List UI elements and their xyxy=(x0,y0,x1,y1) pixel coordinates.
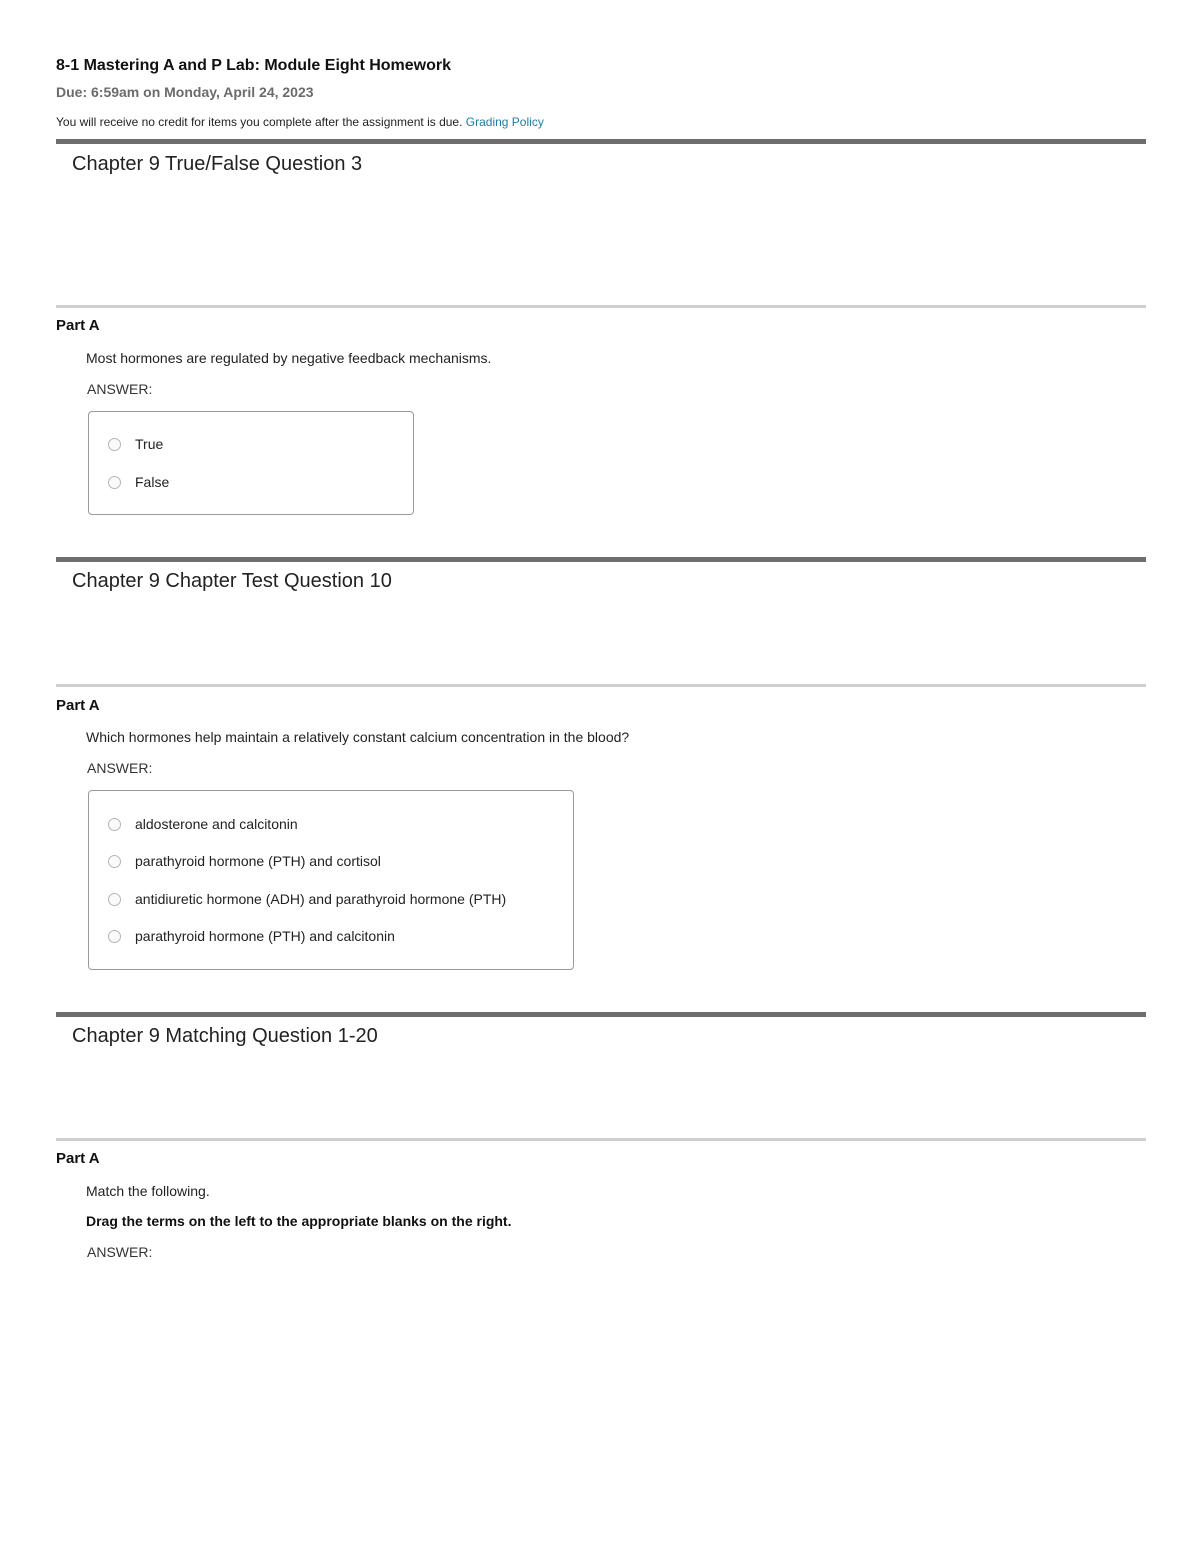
question-instruction: Drag the terms on the left to the appropriate blanks on the right. xyxy=(86,1213,512,1229)
question-prompt: Most hormones are regulated by negative feedback mechanisms. xyxy=(86,350,492,366)
answer-label: ANSWER: xyxy=(87,760,153,776)
part-label: Part A xyxy=(56,317,100,334)
option-pth-cortisol[interactable] xyxy=(108,851,381,871)
answer-label: ANSWER: xyxy=(87,1244,153,1260)
answer-choices-box xyxy=(88,790,574,970)
answer-choices-box xyxy=(88,411,414,515)
question-prompt: Match the following. xyxy=(86,1183,210,1199)
option-false[interactable] xyxy=(108,472,169,492)
radio-button[interactable] xyxy=(108,476,121,489)
due-date: Due: 6:59am on Monday, April 24, 2023 xyxy=(56,84,314,100)
question-title: Chapter 9 True/False Question 3 xyxy=(72,153,363,175)
radio-button[interactable] xyxy=(108,930,121,943)
radio-button[interactable] xyxy=(108,855,121,868)
option-true[interactable] xyxy=(108,434,163,454)
radio-button[interactable] xyxy=(108,818,121,831)
radio-button[interactable] xyxy=(108,893,121,906)
question-divider xyxy=(56,1012,1146,1017)
question-title: Chapter 9 Matching Question 1-20 xyxy=(72,1025,378,1047)
option-adh-pth[interactable] xyxy=(108,889,506,909)
radio-button[interactable] xyxy=(108,438,121,451)
option-label: True xyxy=(135,436,164,452)
question-title: Chapter 9 Chapter Test Question 10 xyxy=(72,570,392,592)
part-label: Part A xyxy=(56,1150,100,1167)
assignment-title: 8-1 Mastering A and P Lab: Module Eight Homework xyxy=(56,57,452,74)
grading-policy-link[interactable]: Grading Policy xyxy=(465,115,544,129)
late-notice xyxy=(56,115,544,129)
option-label: parathyroid hormone (PTH) and cortisol xyxy=(135,853,381,869)
option-label: antidiuretic hormone (ADH) and parathyroid hormone (PTH) xyxy=(135,891,507,907)
option-aldosterone-calcitonin[interactable] xyxy=(108,814,298,834)
question-divider xyxy=(56,139,1146,144)
option-label: False xyxy=(135,474,170,490)
assignment-page xyxy=(56,0,1146,1553)
option-pth-calcitonin[interactable] xyxy=(108,926,395,946)
late-notice-text: You will receive no credit for items you complete after the assignment is due. xyxy=(56,115,463,129)
question-prompt: Which hormones help maintain a relatively constant calcium concentration in the blood? xyxy=(86,729,630,745)
part-divider xyxy=(56,1138,1146,1141)
part-label: Part A xyxy=(56,697,100,714)
question-divider xyxy=(56,557,1146,562)
answer-label: ANSWER: xyxy=(87,381,153,397)
part-divider xyxy=(56,305,1146,308)
option-label: parathyroid hormone (PTH) and calcitonin xyxy=(135,928,395,944)
option-label: aldosterone and calcitonin xyxy=(135,816,298,832)
part-divider xyxy=(56,684,1146,687)
